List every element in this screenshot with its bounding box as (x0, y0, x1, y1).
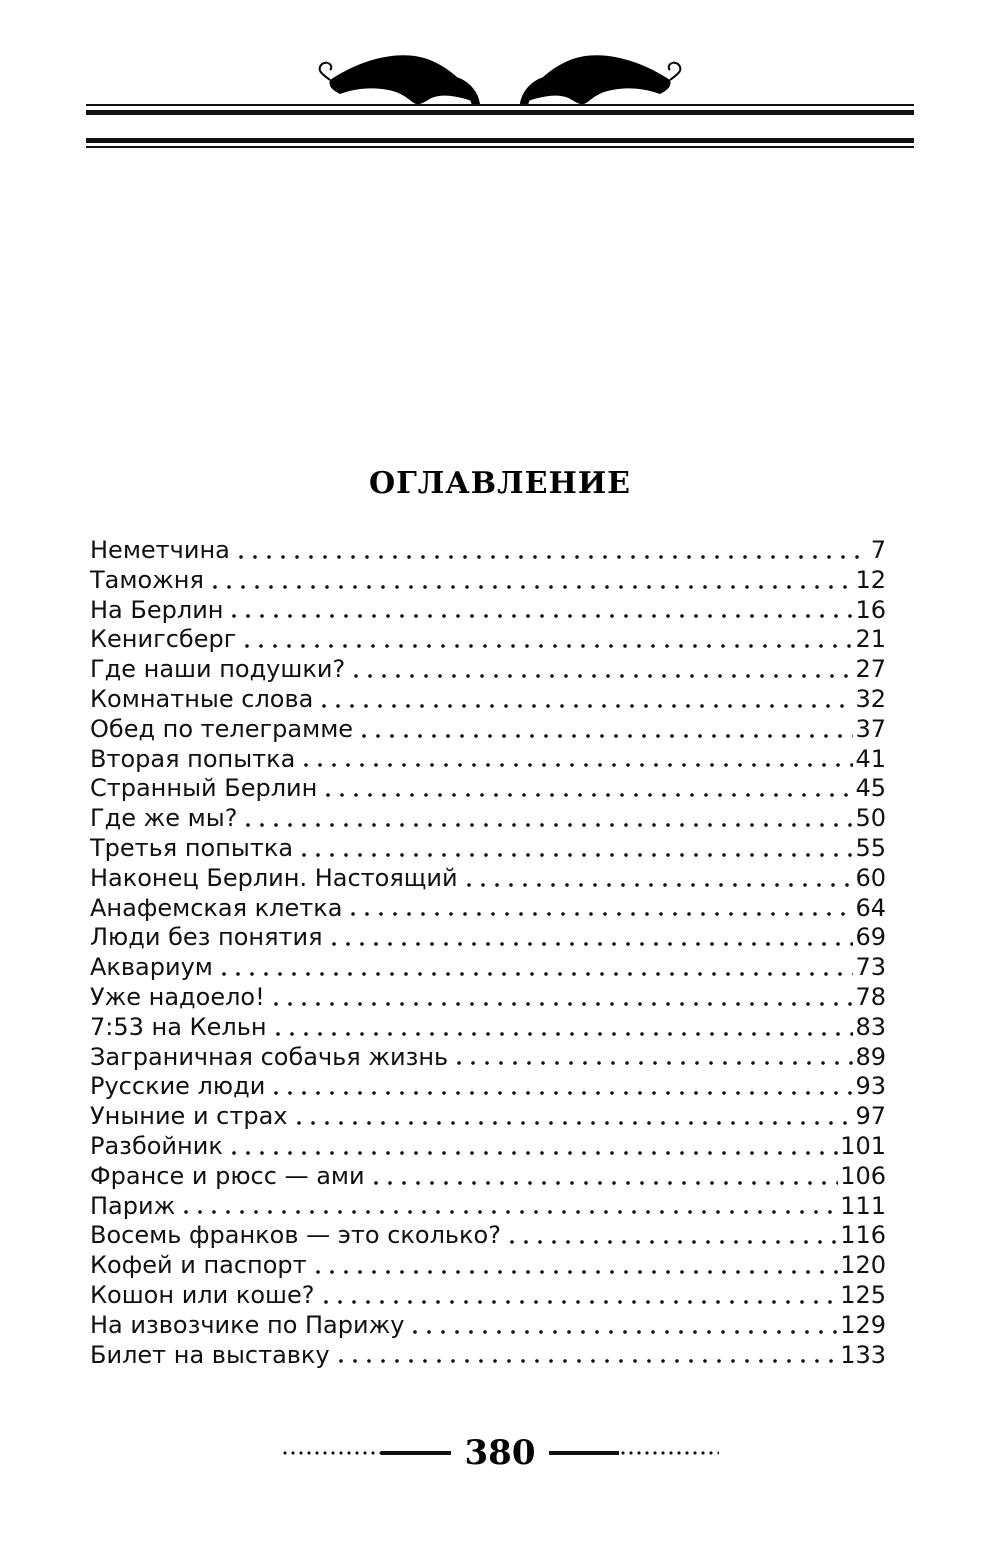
dot-leader (319, 1300, 839, 1304)
toc-entry-page: 55 (855, 833, 886, 862)
toc-entry-title: На Берлин (90, 595, 224, 624)
toc-entry-page: 116 (840, 1221, 886, 1250)
toc-entry-title: Где же мы? (90, 804, 238, 833)
dot-leader (408, 1330, 838, 1334)
toc-entry-title: Обед по телеграмме (90, 714, 354, 743)
toc-entry (90, 1341, 886, 1371)
toc-entry-title: Париж (90, 1191, 176, 1220)
toc-entry-page: 101 (840, 1131, 886, 1160)
toc-entry (90, 1013, 886, 1043)
toc-entry-title: Уже надоело! (90, 982, 265, 1011)
dot-leader (349, 674, 853, 678)
toc-entry-page: 7 (870, 536, 886, 564)
toc-entry (90, 1043, 886, 1073)
page-number: 380 (464, 1433, 536, 1473)
dot-leader (346, 912, 853, 916)
dot-leader (208, 585, 854, 589)
toc-entry-page: 111 (840, 1191, 886, 1220)
toc-entry (90, 834, 886, 864)
dot-leader (452, 1061, 853, 1065)
toc-entry (90, 1311, 886, 1341)
toc-entry (90, 1221, 886, 1251)
toc-entry-title: Анафемская клетка (90, 893, 343, 922)
dot-leader (227, 614, 853, 618)
dot-leader (217, 972, 854, 976)
dot-leader (240, 644, 853, 648)
toc-entry-title: Где наши подушки? (90, 655, 346, 684)
toc-entry-title: Франсе и рюсс — ами (90, 1161, 365, 1190)
toc-entry-page: 97 (855, 1102, 886, 1131)
toc-entry (90, 864, 886, 894)
toc-entry-page: 125 (840, 1280, 886, 1309)
toc-entry-page: 21 (855, 625, 886, 654)
page-title: ОГЛАВЛЕНИЕ (368, 466, 632, 501)
toc-entry-title: Наконец Берлин. Настоящий (90, 863, 458, 892)
toc-entry-page: 83 (855, 1012, 886, 1041)
dot-leader (227, 1151, 838, 1155)
toc-entry-title: Таможня (90, 565, 204, 594)
toc-entry (90, 804, 886, 834)
toc-entry-title: Аквариум (90, 953, 213, 982)
toc-entry-title: На извозчике по Парижу (90, 1310, 405, 1339)
toc-entry-page: 73 (855, 953, 886, 982)
toc-entry-page: 32 (855, 684, 886, 713)
toc-entry-title: Разбойник (90, 1131, 223, 1160)
toc-entry-page: 45 (855, 774, 886, 803)
toc-entry-title: Восемь франков — это сколько? (90, 1221, 501, 1250)
page-number-footer (0, 1428, 1000, 1478)
toc-entry-page: 120 (840, 1251, 886, 1280)
toc-entry-page: 69 (855, 923, 886, 952)
toc-entry (90, 1162, 886, 1192)
toc-entry-page: 78 (855, 982, 886, 1011)
toc-entry (90, 655, 886, 685)
toc-entry (90, 566, 886, 596)
toc-entry-page: 93 (855, 1072, 886, 1101)
toc-entry (90, 596, 886, 626)
toc-entry-title: Неметчина (90, 536, 230, 564)
toc-entry (90, 1072, 886, 1102)
dot-leader (234, 555, 869, 559)
toc-entry-title: Люди без понятия (90, 923, 323, 952)
dot-leader (334, 1359, 839, 1363)
dot-leader (317, 704, 853, 708)
toc-entry-title: Комнатные слова (90, 684, 314, 713)
toc-entry-page: 12 (855, 565, 886, 594)
toc-entry (90, 774, 886, 804)
toc-entry-title: Вторая попытка (90, 744, 296, 773)
dot-leader (271, 1032, 854, 1036)
toc-entry-title: 7:53 на Кельн (90, 1012, 267, 1041)
toc-entry (90, 1251, 886, 1281)
toc-entry-title: Русские люди (90, 1072, 266, 1101)
toc-entry (90, 1281, 886, 1311)
table-of-contents (90, 536, 886, 1370)
toc-entry-page: 16 (855, 595, 886, 624)
dot-leader (327, 942, 854, 946)
toc-entry (90, 625, 886, 655)
dot-leader (321, 793, 853, 797)
toc-entry-title: Заграничная собачья жизнь (90, 1042, 449, 1071)
toc-entry (90, 685, 886, 715)
toc-entry-page: 60 (855, 863, 886, 892)
dot-leader (505, 1240, 838, 1244)
scroll-flourish-icon (329, 55, 670, 106)
toc-entry-title: Уныние и страх (90, 1102, 288, 1131)
toc-entry-title: Кенигсберг (90, 625, 237, 654)
toc-entry-page: 27 (855, 655, 886, 684)
toc-entry-page: 50 (855, 804, 886, 833)
dot-leader (297, 853, 853, 857)
dot-leader (292, 1121, 854, 1125)
toc-entry-page: 133 (840, 1340, 886, 1369)
toc-entry-title: Билет на выставку (90, 1340, 330, 1369)
toc-entry (90, 894, 886, 924)
toc-entry-page: 89 (855, 1042, 886, 1071)
dot-leader (357, 734, 853, 738)
dot-leader (462, 883, 854, 887)
dot-leader (299, 763, 853, 767)
toc-entry (90, 715, 886, 745)
dot-leader (369, 1181, 839, 1185)
toc-entry-title: Третья попытка (90, 833, 294, 862)
toc-entry-title: Странный Берлин (90, 774, 318, 803)
dot-leader (179, 1210, 838, 1214)
header-ornament (60, 30, 940, 170)
toc-entry (90, 745, 886, 775)
toc-entry (90, 953, 886, 983)
toc-entry-page: 129 (840, 1310, 886, 1339)
toc-entry (90, 923, 886, 953)
dot-leader (269, 1091, 853, 1095)
dot-leader (269, 1002, 854, 1006)
toc-entry-title: Кофей и паспорт (90, 1251, 307, 1280)
toc-entry (90, 1132, 886, 1162)
toc-entry-page: 41 (855, 744, 886, 773)
toc-entry-title: Кошон или коше? (90, 1280, 315, 1309)
toc-entry-page: 64 (855, 893, 886, 922)
footer-rule-right (549, 1451, 719, 1455)
toc-entry (90, 1102, 886, 1132)
toc-entry (90, 983, 886, 1013)
dot-leader (311, 1270, 839, 1274)
toc-entry-page: 106 (840, 1161, 886, 1190)
toc-entry-page: 37 (855, 714, 886, 743)
toc-entry (90, 1192, 886, 1222)
footer-rule-left (281, 1451, 451, 1455)
dot-leader (241, 823, 853, 827)
toc-entry (90, 536, 886, 566)
